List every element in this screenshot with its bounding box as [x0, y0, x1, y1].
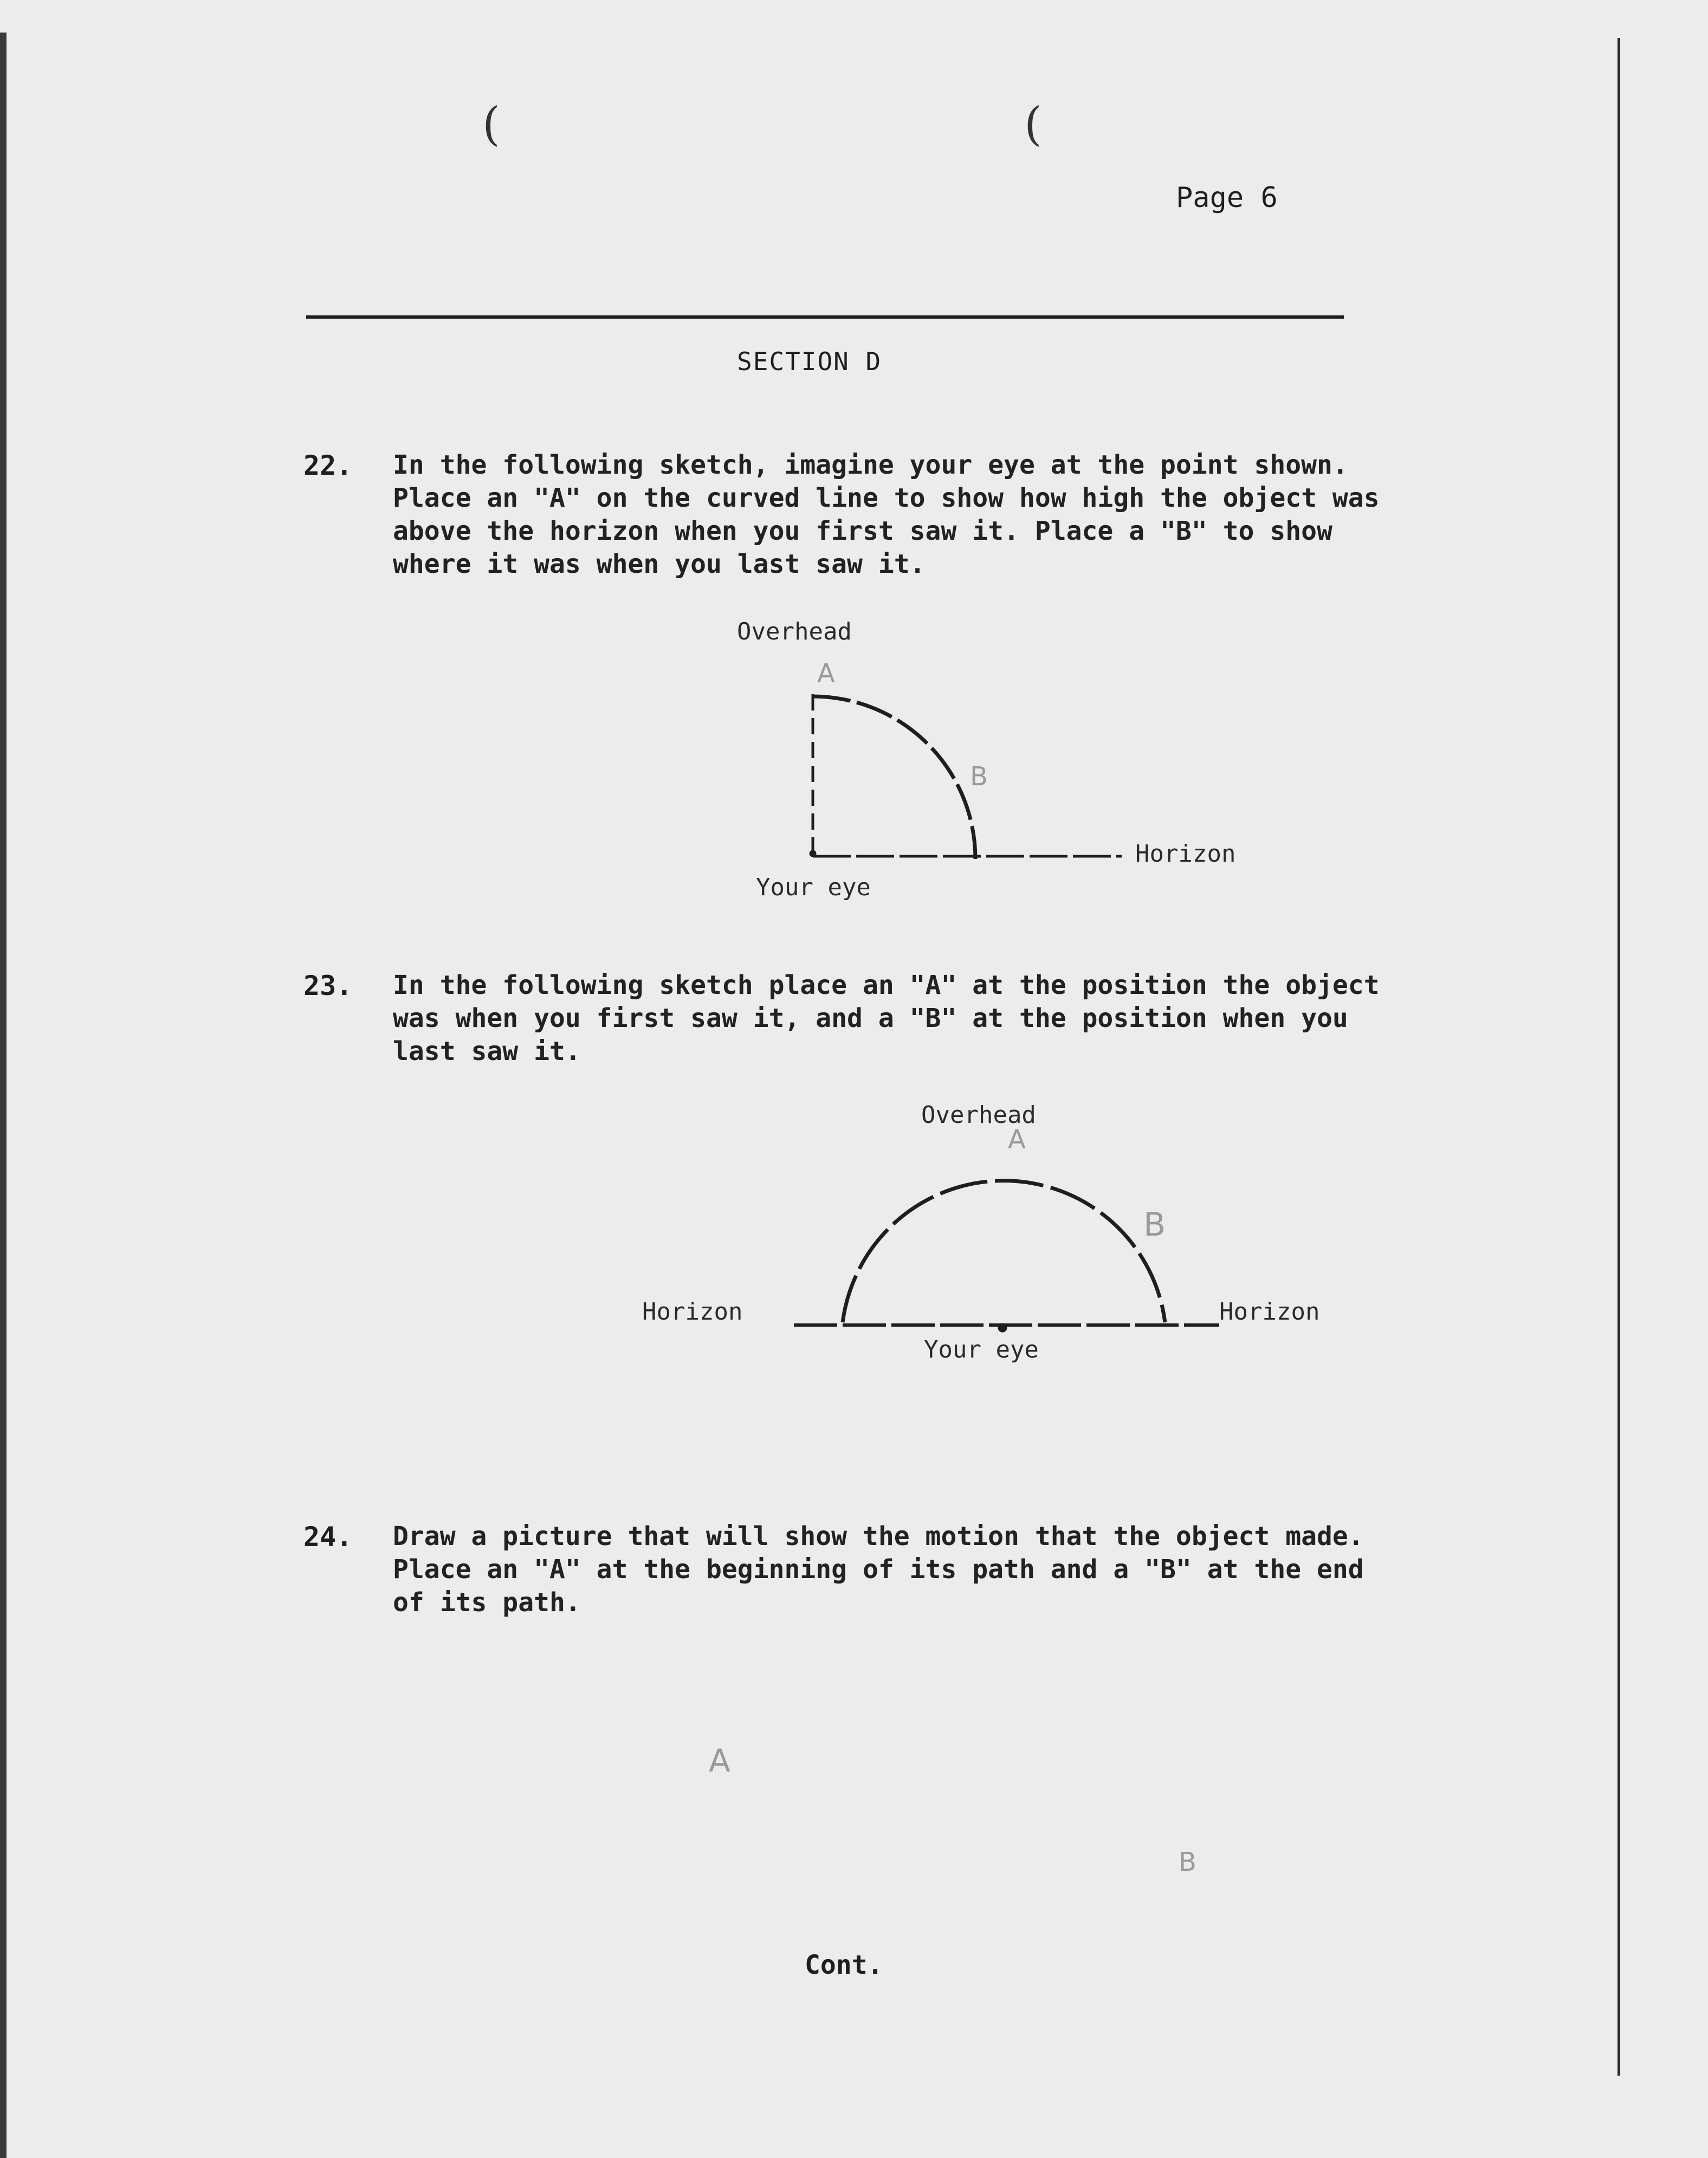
- question-24-text: Draw a picture that will show the motion that the object made. Place an "A" at the beginning of its path and a "B" at the end of its path.: [393, 1521, 1364, 1618]
- sketch-23-horizon-left-label: Horizon: [642, 1298, 743, 1326]
- sketch-23-diagram: [794, 1181, 1219, 1332]
- question-22-text: In the following sketch, imagine your eye at the point shown. Place an "A" on the curved line to show how high the object was above the horizon when you first saw it. Place a "B" to show where it was when you last saw it.: [393, 450, 1380, 579]
- question-22-number: 22.: [303, 450, 353, 481]
- sketch-22-eye-label: Your eye: [756, 874, 871, 901]
- sketch-22-mark-a: A: [817, 658, 835, 689]
- punch-mark-right: (: [1024, 98, 1042, 151]
- continued-label: Cont.: [805, 1950, 883, 1980]
- sketch-22-eye-point: [810, 850, 816, 857]
- sketch-23-horizon-right-label: Horizon: [1219, 1298, 1320, 1326]
- question-24-mark-b: B: [1179, 1847, 1196, 1877]
- sketch-23-mark-b: B: [1143, 1206, 1166, 1244]
- sketch-23-eye-point: [998, 1323, 1007, 1332]
- sketch-23-curved-line: [843, 1181, 1165, 1322]
- sketch-22-diagram: [810, 694, 1122, 859]
- sketch-22-overhead-label: Overhead: [737, 618, 852, 645]
- sketch-22-horizon-label: Horizon: [1135, 840, 1236, 868]
- section-title: SECTION D: [737, 347, 882, 376]
- question-24-number: 24.: [303, 1521, 353, 1553]
- sketch-23-overhead-label: Overhead: [921, 1101, 1036, 1129]
- question-23-text: In the following sketch place an "A" at the position the object was when you first saw it, and a "B" at the position when you last saw it.: [393, 970, 1380, 1067]
- sketch-23-eye-label: Your eye: [924, 1336, 1039, 1364]
- question-23-number: 23.: [303, 970, 353, 1002]
- sketch-22-mark-b: B: [970, 761, 988, 792]
- sketch-23-mark-a: A: [1008, 1125, 1026, 1155]
- punch-mark-left: (: [482, 98, 500, 151]
- page-number: Page 6: [1176, 182, 1278, 214]
- sketch-22-curved-line: [813, 696, 975, 859]
- question-24-mark-a: A: [709, 1742, 730, 1779]
